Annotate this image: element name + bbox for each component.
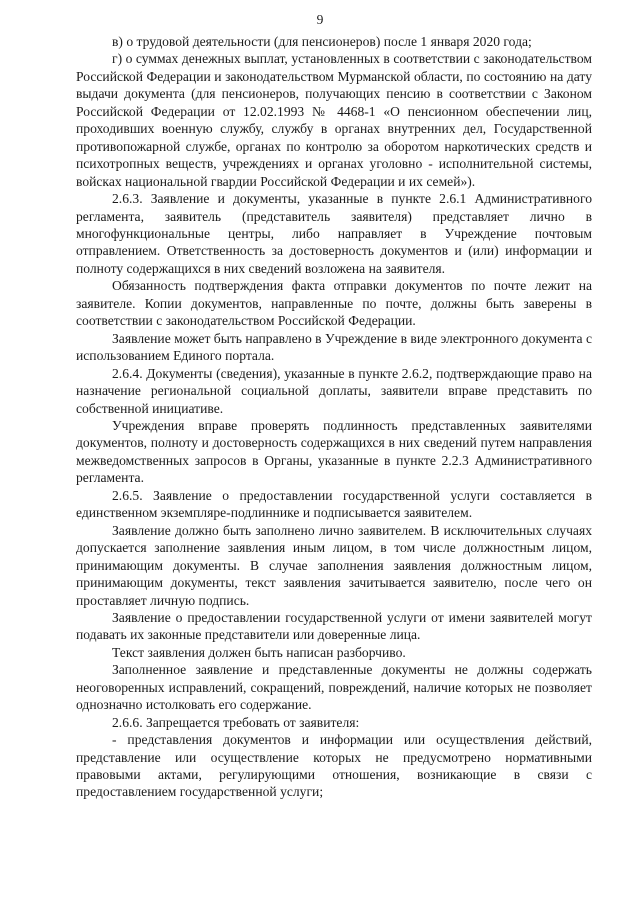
paragraph: 2.6.5. Заявление о предоставлении государственной услуги составляется в единственном экземпляре-подлиннике и подписывается заявителем. bbox=[76, 487, 592, 521]
paragraph: 2.6.4. Документы (сведения), указанные в пункте 2.6.2, подтверждающие право на назначение региональной социальной доплаты, заявители вправе представить по собственной инициативе. bbox=[76, 365, 592, 416]
paragraph: г) о суммах денежных выплат, установленных в соответствии с законодательством Российской Федерации и законодательством Мурманской области, по состоянию на дату выдачи документа (для пенсионеров, получающих пенсию в соответствии с Законом Российской Федерации от 12.02.1993 № 4468-1 «О пенсионном обеспечении лиц, проходивших военную службу, службу в органах внутренних дел, Государственной противопожарной службе, органах по контролю за оборотом наркотических средств и психотропных веществ, учреждениях и органах уголовно - исполнительной системы, войсках национальной гвардии Российской Федерации и их семей»). bbox=[76, 51, 592, 189]
paragraph: Обязанность подтверждения факта отправки документов по почте лежит на заявителе. Копии документов, направленные по почте, должны быть заверены в соответствии с законодательством Российской Федерации. bbox=[76, 278, 592, 329]
paragraph: Учреждения вправе проверять подлинность представленных заявителями документов, полноту и достоверность содержащихся в них сведений путем направления межведомственных запросов в Органы, указанные в пункте 2.2.3 Административного регламента. bbox=[76, 417, 592, 486]
paragraph: Заявление может быть направлено в Учреждение в виде электронного документа с использованием Единого портала. bbox=[76, 330, 592, 364]
paragraph: - представления документов и информации или осуществления действий, представление или осуществление которых не предусмотрено нормативными правовыми актами, регулирующими отношения, возникающие в связи с предоставлением государственной услуги; bbox=[76, 732, 592, 800]
paragraph: Текст заявления должен быть написан разборчиво. bbox=[112, 644, 406, 660]
paragraph: в) о трудовой деятельности (для пенсионеров) после 1 января 2020 года; bbox=[112, 34, 532, 49]
paragraph: Заявление о предоставлении государственной услуги от имени заявителей могут подавать их законные представители или доверенные лица. bbox=[76, 609, 592, 643]
paragraph: 2.6.3. Заявление и документы, указанные в пункте 2.6.1 Административного регламента, заявитель (представитель заявителя) представляет лично в многофункциональные центры, либо направляет в Учреждение почтовым отправлением. Ответственность за достоверность документов и (или) информации и полноту содержащихся в них сведений возложена на заявителя. bbox=[76, 191, 592, 276]
page-number: 9 bbox=[316, 12, 324, 27]
paragraph: 2.6.6. Запрещается требовать от заявителя: bbox=[112, 714, 360, 730]
paragraph: Заявление должно быть заполнено лично заявителем. В исключительных случаях допускается заполнение заявления иным лицом, в том числе должностным лицом, принимающим документы. В случае заполнения заявления должностным лицом, принимающим документы, текст заявления зачитывается заявителю, после чего он проставляет личную подпись. bbox=[76, 522, 592, 608]
document-body bbox=[76, 33, 592, 801]
paragraph: Заполненное заявление и представленные документы не должны содержать неоговоренных исправлений, сокращений, повреждений, наличие которых не позволяет однозначно истолковать его содержание. bbox=[76, 662, 592, 713]
